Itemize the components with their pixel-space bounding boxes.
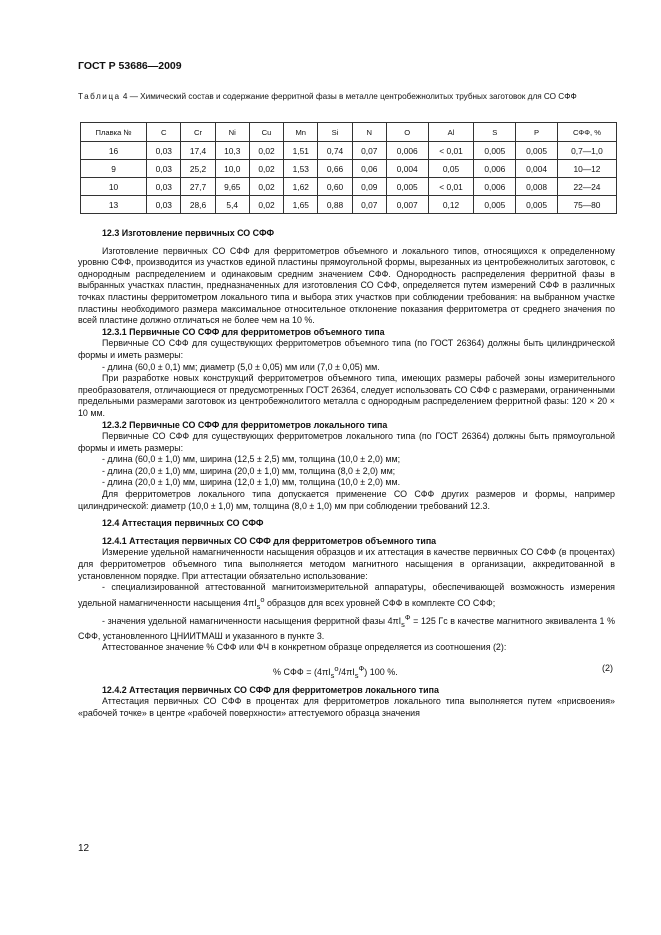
table-cell: 0,005: [386, 178, 428, 196]
document-header: ГОСТ Р 53686—2009: [78, 60, 182, 72]
section-heading-12-3-1: 12.3.1 Первичные СО СФФ для ферритометров объемного типа: [102, 326, 385, 337]
table-header-cell: Si: [318, 123, 352, 142]
table-cell: 0,06: [352, 160, 386, 178]
table-row: [81, 160, 617, 178]
section-heading-12-4-2: 12.4.2 Аттестация первичных СО СФФ для ферритометров локального типа: [102, 684, 439, 695]
table-cell: 0,12: [428, 196, 474, 214]
table-cell: 0,004: [516, 160, 558, 178]
formula-expression: % СФФ = $(4\pi I_s^o/4\pi I_s^Ф)$ 100 %.: [273, 663, 398, 680]
table-cell: 0,05: [428, 160, 474, 178]
section-heading-12-3-2: 12.3.2 Первичные СО СФФ для ферритометров локального типа: [102, 419, 388, 430]
table-cell: 0,66: [318, 160, 352, 178]
page-number: 12: [78, 843, 90, 854]
paragraph: Изготовление первичных СО СФФ для ферритометров объемного и локального типов, относящихся к определенному уровню СФФ, производится из участков единой пластины прямоугольной формы, вырезанных из центробежнолитых заготовок, с однородным распределением и одинаковым средним значением СФФ. Однородность распределения ферритной фазы в выбранных участках пластин, предназначенных для изготовления СО СФФ, определяется путем измерений СФФ в различных точках пластины ферритометром локального типа и выбора этих участков при соблюдении требования: на выбранном участке пластины необходимого размера максимальное относительное отклонение показания ферритометра от среднего значения по всей пластине должно отличаться не более чем на 10 %.: [78, 245, 615, 326]
table-cell: 0,006: [474, 160, 516, 178]
list-item: - длина (60,0 ± 0,1) мм; диаметр (5,0 ± 0,05) мм или (7,0 ± 0,05) мм.: [102, 361, 380, 372]
table-cell: 0,60: [318, 178, 352, 196]
list-item: - значения удельной намагниченности насыщения ферритной фазы $4\pi I_s^Ф = 125$ Гс в качестве магнитного эквивалента 1 % СФФ, установленного ЦНИИТМАШ и указанного в пункте 3.: [78, 613, 615, 641]
table-cell: 28,6: [181, 196, 215, 214]
table-cell: 10: [81, 178, 147, 196]
table-cell: 0,02: [249, 160, 283, 178]
table-cell: 0,07: [352, 142, 386, 160]
table-header-cell: Ni: [215, 123, 249, 142]
table-cell: 0,74: [318, 142, 352, 160]
table-cell: 0,03: [147, 178, 181, 196]
table-cell: 0,006: [386, 142, 428, 160]
table-header-row: [81, 123, 617, 142]
table-cell: 0,005: [516, 142, 558, 160]
table-row: [81, 196, 617, 214]
table-cell: 25,2: [181, 160, 215, 178]
table-header-cell: СФФ, %: [557, 123, 616, 142]
table-cell: 0,004: [386, 160, 428, 178]
table-cell: 17,4: [181, 142, 215, 160]
table-cell: < 0,01: [428, 142, 474, 160]
paragraph: При разработке новых конструкций ферритометров объемного типа, имеющих размеры рабочей зоны измерительного преобразователя, отличающиеся от предусмотренных ГОСТ 26364, следует использовать СО СФФ с размерами, ограниченными предельными размерами заготовок из центробежнолитого металла с однородным распределением ферритной фазы: 120 × 20 × 10 мм.: [78, 373, 615, 418]
table-cell: 0,7—1,0: [557, 142, 616, 160]
table-cell: 5,4: [215, 196, 249, 214]
list-item: - длина (60,0 ± 1,0) мм, ширина (12,5 ± 2,5) мм, толщина (10,0 ± 2,0) мм;: [102, 454, 401, 465]
table-header-cell: S: [474, 123, 516, 142]
table-caption-label: Таблица: [78, 92, 121, 101]
table-cell: 0,03: [147, 196, 181, 214]
table-cell: 0,07: [352, 196, 386, 214]
table-cell: 75—80: [557, 196, 616, 214]
list-item: - специализированной аттестованной магнитоизмерительной аппаратуры, обеспечивающей возможность измерения удельной намагниченности насыщения $4\pi I_s^o$ образцов для всех уровней СФФ в комплекте СО СФФ;: [78, 582, 615, 611]
section-heading-12-3: 12.3 Изготовление первичных СО СФФ: [102, 228, 275, 238]
table-caption-text: 4 — Химический состав и содержание ферритной фазы в металле центробежнолитых трубных заготовок для СО СФФ: [120, 92, 577, 101]
document-body: [78, 228, 615, 719]
table-row: [81, 178, 617, 196]
table-cell: 0,005: [474, 142, 516, 160]
table-header-cell: Плавка №: [81, 123, 147, 142]
table-cell: 9: [81, 160, 147, 178]
table-cell: 1,53: [284, 160, 318, 178]
table-cell: 0,03: [147, 142, 181, 160]
formula-2: [78, 654, 615, 682]
table-cell: 0,005: [516, 196, 558, 214]
table-cell: 1,51: [284, 142, 318, 160]
paragraph: Для ферритометров локального типа допускается применение СО СФФ других размеров и формы, например цилиндрической: диаметр (10,0 ± 1,0) мм, толщина (8,0 ± 1,0) мм при соблюдении требований 12.3.: [78, 489, 615, 511]
table-cell: 0,007: [386, 196, 428, 214]
paragraph: Аттестация первичных СО СФФ в процентах для ферритометров локального типа выполняется путем «присвоения» «рабочей точке» в центре «рабочей поверхности» аттестуемого образца значения: [78, 696, 615, 718]
table-header-cell: Mn: [284, 123, 318, 142]
table-header-cell: Cr: [181, 123, 215, 142]
table-cell: 10,3: [215, 142, 249, 160]
table-cell: 0,02: [249, 142, 283, 160]
table-cell: 0,008: [516, 178, 558, 196]
table-cell: 0,02: [249, 178, 283, 196]
table-cell: 10—12: [557, 160, 616, 178]
paragraph: Первичные СО СФФ для существующих ферритометров объемного типа (по ГОСТ 26364) должны быть цилиндрической формы и иметь размеры:: [78, 338, 615, 360]
table-cell: 1,65: [284, 196, 318, 214]
table-header-cell: Al: [428, 123, 474, 142]
table-cell: 27,7: [181, 178, 215, 196]
list-item: - длина (20,0 ± 1,0) мм, ширина (20,0 ± 1,0) мм, толщина (8,0 ± 2,0) мм;: [102, 465, 396, 476]
table-caption: [78, 91, 618, 102]
paragraph: Измерение удельной намагниченности насыщения образцов и их аттестация в качестве первичных СО СФФ (в процентах) для ферритометров объемного типа выполняется методом магнитного насыщения в организации, аккредитованной в установленном порядке. При аттестации обязательно использование:: [78, 547, 615, 581]
table-header-cell: N: [352, 123, 386, 142]
table-cell: 0,88: [318, 196, 352, 214]
table-cell: 0,006: [474, 178, 516, 196]
table-header-cell: P: [516, 123, 558, 142]
table-cell: 1,62: [284, 178, 318, 196]
list-item: - длина (20,0 ± 1,0) мм, ширина (12,0 ± 1,0) мм, толщина (10,0 ± 2,0) мм.: [102, 477, 401, 488]
table-cell: 0,09: [352, 178, 386, 196]
table-row: [81, 142, 617, 160]
table-cell: 9,65: [215, 178, 249, 196]
paragraph: Аттестованное значение % СФФ или ФЧ в конкретном образце определяется из соотношения (2):: [102, 642, 507, 653]
table-cell: 0,03: [147, 160, 181, 178]
formula-number: (2): [602, 662, 613, 673]
table-header-cell: C: [147, 123, 181, 142]
chemical-composition-table: [80, 122, 617, 214]
table-cell: 16: [81, 142, 147, 160]
table-header-cell: Cu: [249, 123, 283, 142]
table-cell: 0,02: [249, 196, 283, 214]
table-cell: < 0,01: [428, 178, 474, 196]
section-heading-12-4-1: 12.4.1 Аттестация первичных СО СФФ для ферритометров объемного типа: [102, 535, 437, 546]
table-header-cell: O: [386, 123, 428, 142]
table-cell: 13: [81, 196, 147, 214]
paragraph: Первичные СО СФФ для существующих ферритометров локального типа (по ГОСТ 26364) должны быть прямоугольной формы и иметь размеры:: [78, 431, 615, 453]
table-cell: 22—24: [557, 178, 616, 196]
table-cell: 0,005: [474, 196, 516, 214]
table-cell: 10,0: [215, 160, 249, 178]
section-heading-12-4: 12.4 Аттестация первичных СО СФФ: [102, 518, 264, 529]
